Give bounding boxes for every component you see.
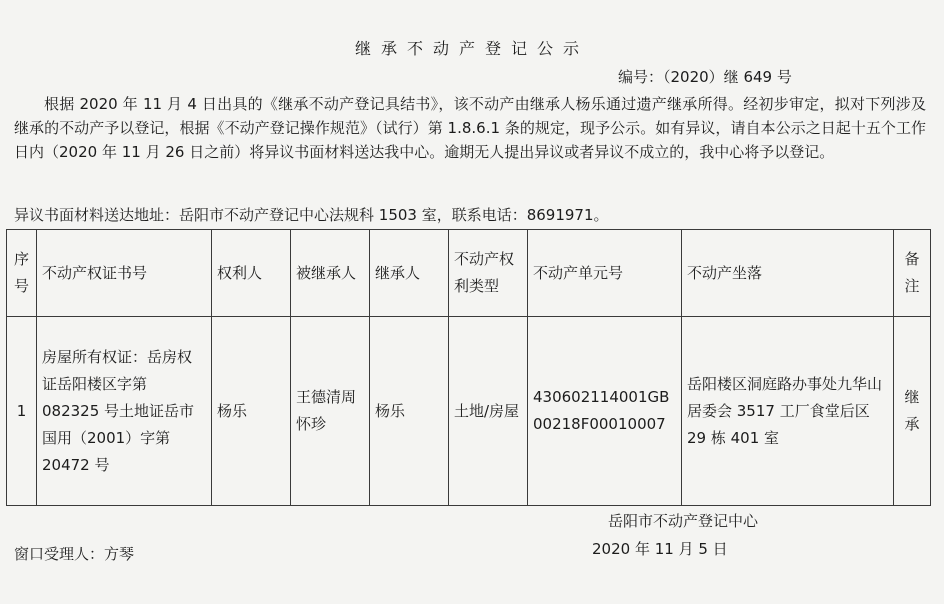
- table-row: [7, 317, 931, 506]
- issuing-organization: 岳阳市不动产登记中心: [608, 512, 759, 530]
- objection-address: 异议书面材料送达地址：岳阳市不动产登记中心法规科 1503 室，联系电话：8691971。: [14, 206, 609, 224]
- header-seq: 序号: [7, 230, 37, 317]
- notice-title: 继承不动产登记公示: [354, 39, 589, 58]
- header-owner: 权利人: [212, 230, 291, 317]
- cell-seq: 1: [7, 317, 37, 506]
- header-location: 不动产坐落: [682, 230, 894, 317]
- header-unit-no: 不动产单元号: [528, 230, 682, 317]
- cell-owner: 杨乐: [212, 317, 291, 506]
- header-note: 备注: [894, 230, 931, 317]
- cell-cert: 房屋所有权证：岳房权证岳阳楼区字第 082325 号土地证岳市国用（2001）字第 20472 号: [37, 317, 212, 506]
- header-cert: 不动产权证书号: [37, 230, 212, 317]
- cell-note: 继承: [894, 317, 931, 506]
- header-right-type: 不动产权利类型: [449, 230, 528, 317]
- document-number: 编号：（2020）继 649 号: [618, 68, 792, 86]
- cell-heir: 杨乐: [370, 317, 449, 506]
- notice-body: 根据 2020 年 11 月 4 日出具的《继承不动产登记具结书》，该不动产由继承人杨乐通过遗产继承所得。经初步审定，拟对下列涉及继承的不动产予以登记，根据《不动产登记操作规范》（试行）第 1.8.6.1 条的规定，现予公示。如有异议，请自本公示之日起十五个工作日内（2020 年 11 月 26 日之前）将异议书面材料送达我中心。逾期无人提出异议或者异议不成立的，我中心将予以登记。: [14, 95, 926, 161]
- cell-deceased: 王德清周怀珍: [291, 317, 370, 506]
- window-clerk: 窗口受理人：方琴: [14, 545, 135, 563]
- table-header-row: [7, 230, 931, 317]
- registration-table: [6, 229, 931, 506]
- cell-unit-no: 430602114001GB00218F00010007: [528, 317, 682, 506]
- issue-date: 2020 年 11 月 5 日: [592, 540, 728, 558]
- cell-right-type: 土地/房屋: [449, 317, 528, 506]
- header-heir: 继承人: [370, 230, 449, 317]
- header-deceased: 被继承人: [291, 230, 370, 317]
- cell-location: 岳阳楼区洞庭路办事处九华山居委会 3517 工厂食堂后区 29 栋 401 室: [682, 317, 894, 506]
